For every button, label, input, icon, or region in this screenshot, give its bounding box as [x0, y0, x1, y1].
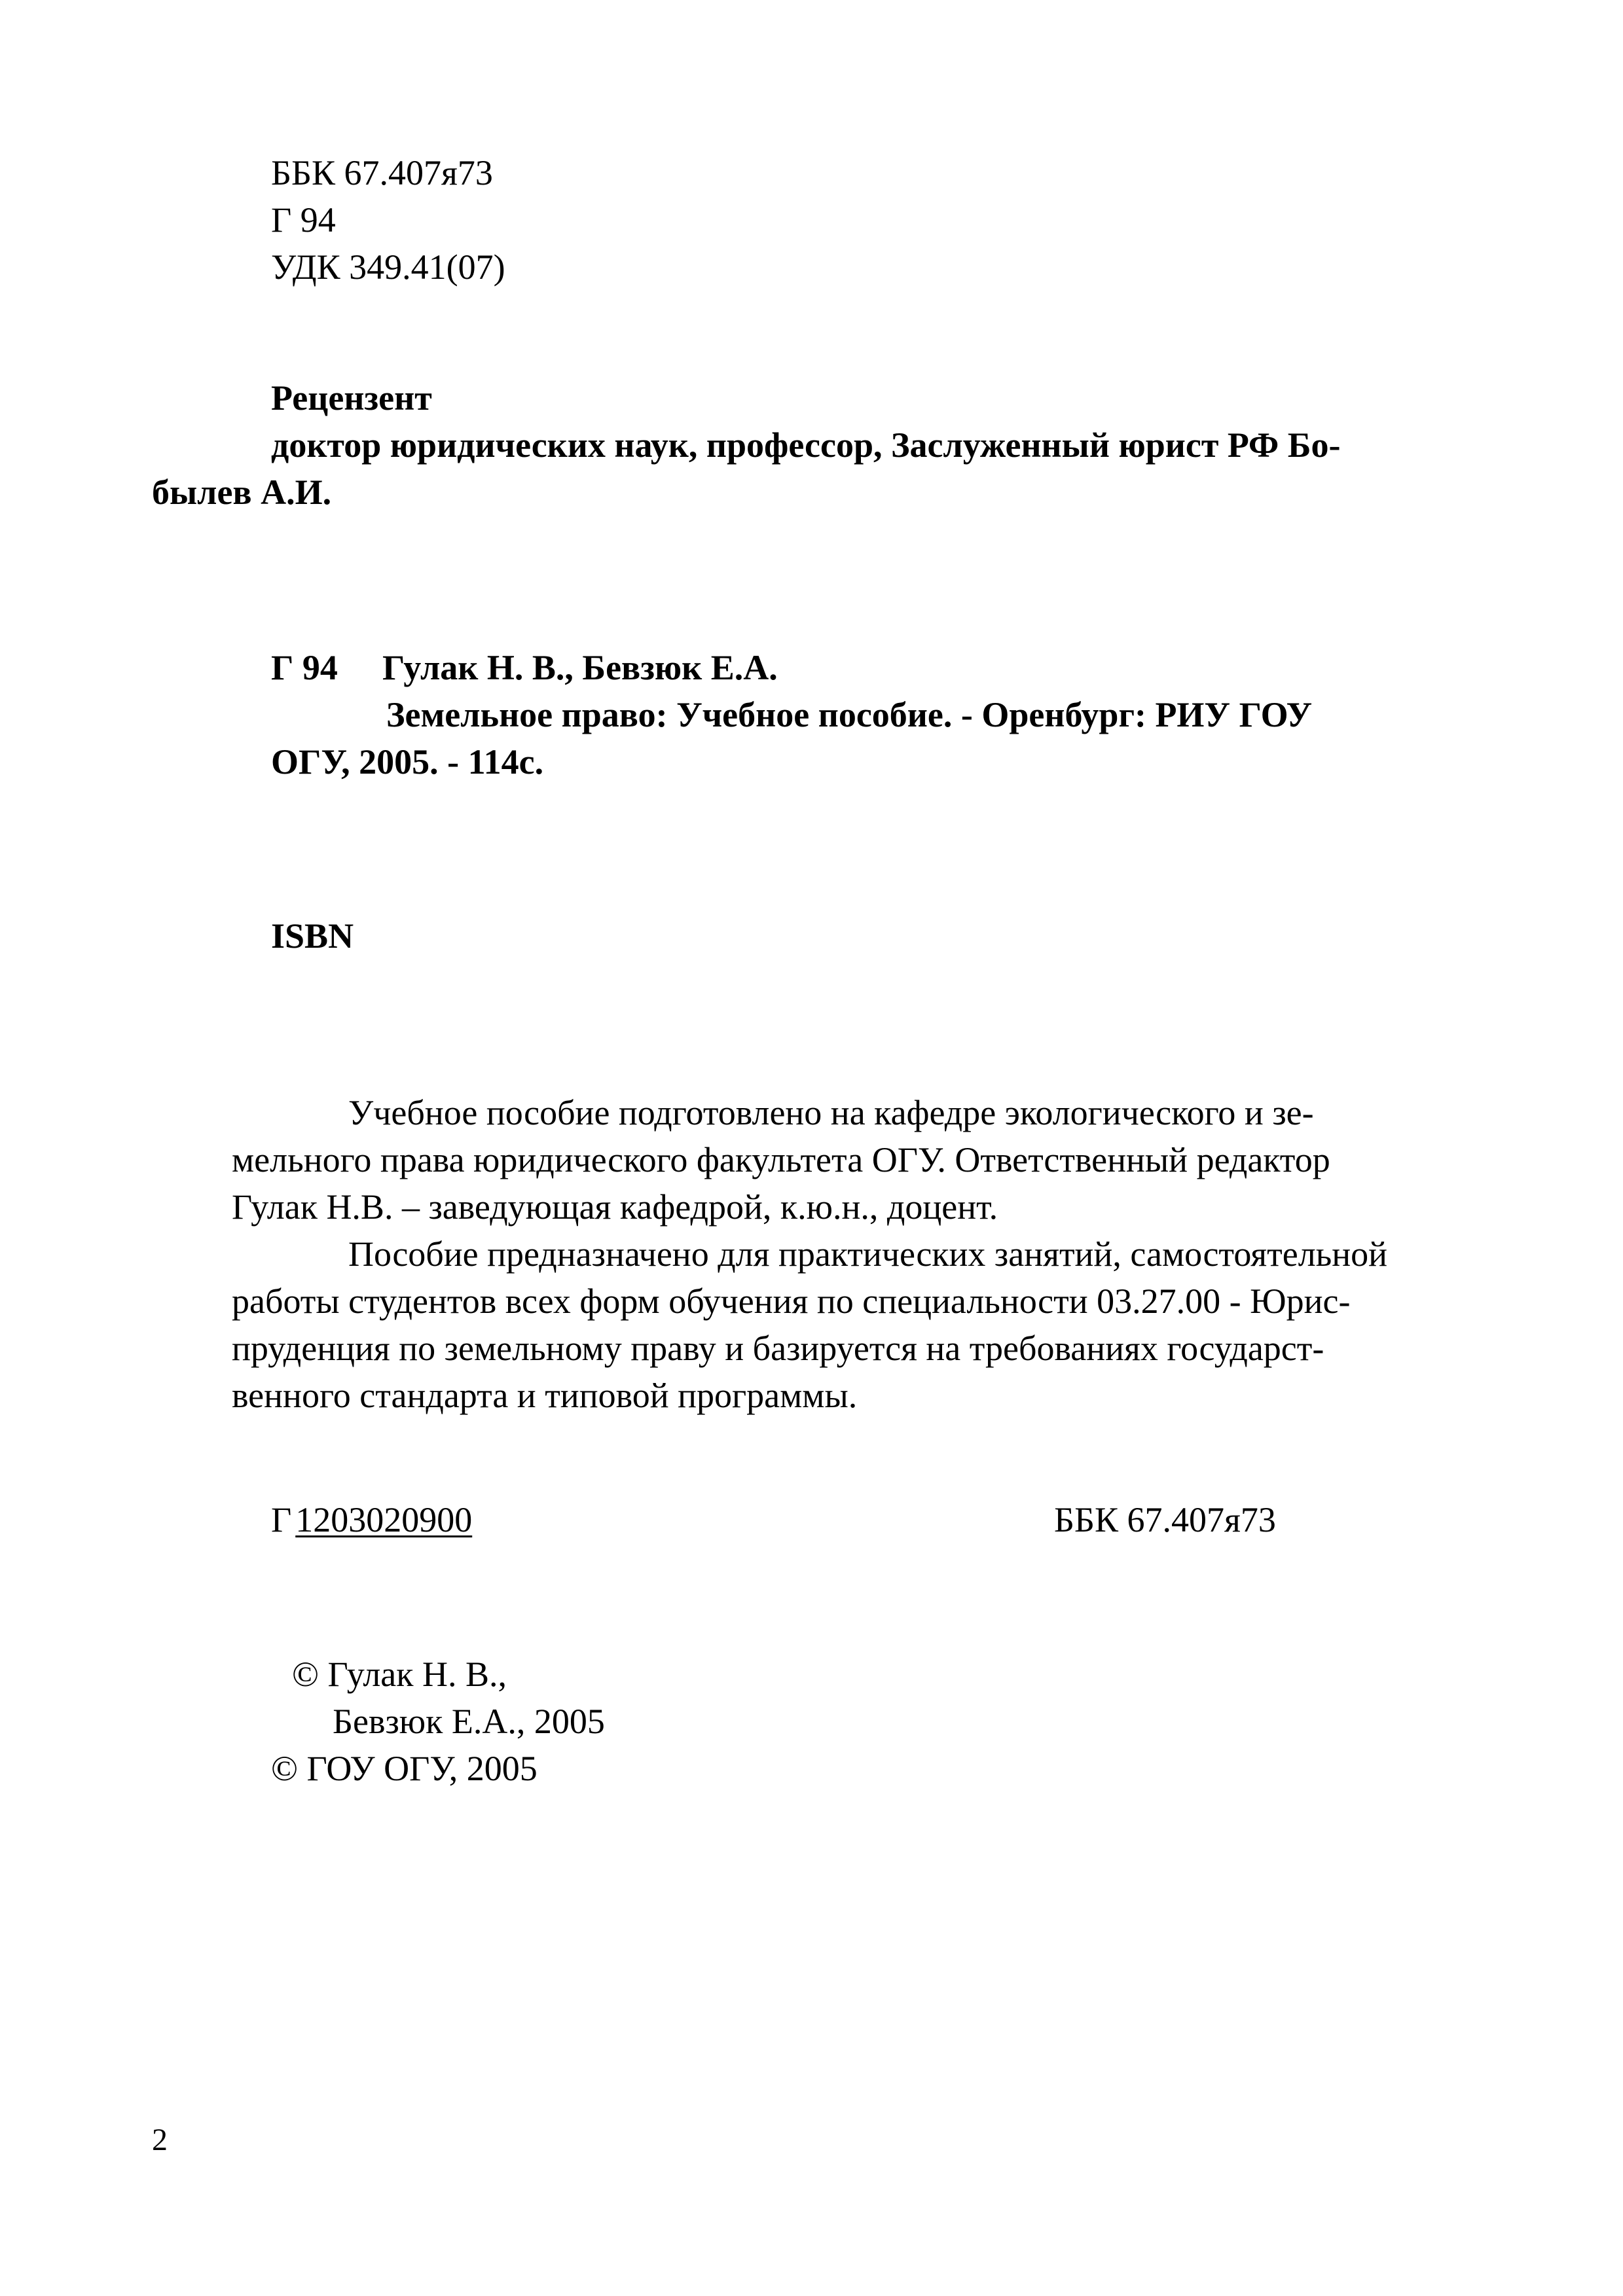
annotation-p2-line-2: работы студентов всех форм обучения по специальности 03.27.00 - Юрис- [232, 1282, 1351, 1321]
classification-code [271, 1499, 472, 1541]
classification-number: 1203020900 [295, 1500, 473, 1539]
copyright-line-1: © Гулак Н. В., [292, 1655, 507, 1694]
citation-authors: Гулак Н. В., Бевзюк Е.А. [382, 648, 778, 687]
annotation-p1-line-1: Учебное пособие подготовлено на кафедре экологического и зе- [348, 1093, 1314, 1132]
isbn-label: ISBN [271, 916, 354, 956]
classification-prefix: Г [271, 1500, 292, 1539]
copyright-line-3: © ГОУ ОГУ, 2005 [271, 1749, 538, 1788]
reviewer-line-2: былев А.И. [152, 473, 332, 512]
page-number: 2 [152, 2123, 168, 2157]
citation-publisher-line: ОГУ, 2005. - 114с. [271, 742, 544, 781]
udk-header: УДК 349.41(07) [271, 247, 505, 287]
annotation-p1-line-3: Гулак Н.В. – заведующая кафедрой, к.ю.н., доцент. [232, 1187, 998, 1227]
reviewer-line-1: доктор юридических наук, профессор, Заслуженный юрист РФ Бо- [271, 425, 1341, 465]
citation-title-line: Земельное право: Учебное пособие. - Оренбург: РИУ ГОУ [386, 695, 1313, 734]
annotation-p2-line-3: пруденция по земельному праву и базируется на требованиях государст- [232, 1329, 1324, 1368]
classification-bbk: ББК 67.407я73 [1054, 1500, 1276, 1539]
annotation-p1-line-2: мельного права юридического факультета ОГУ. Ответственный редактор [232, 1140, 1330, 1179]
copyright-line-2: Бевзюк Е.А., 2005 [333, 1702, 605, 1741]
reviewer-heading: Рецензент [271, 378, 432, 418]
annotation-p2-line-1: Пособие предназначено для практических занятий, самостоятельной [348, 1234, 1388, 1274]
annotation-p2-line-4: венного стандарта и типовой программы. [232, 1376, 858, 1415]
citation-code: Г 94 [271, 648, 338, 687]
bbk-header: ББК 67.407я73 [271, 153, 493, 192]
author-mark-header: Г 94 [271, 200, 336, 240]
